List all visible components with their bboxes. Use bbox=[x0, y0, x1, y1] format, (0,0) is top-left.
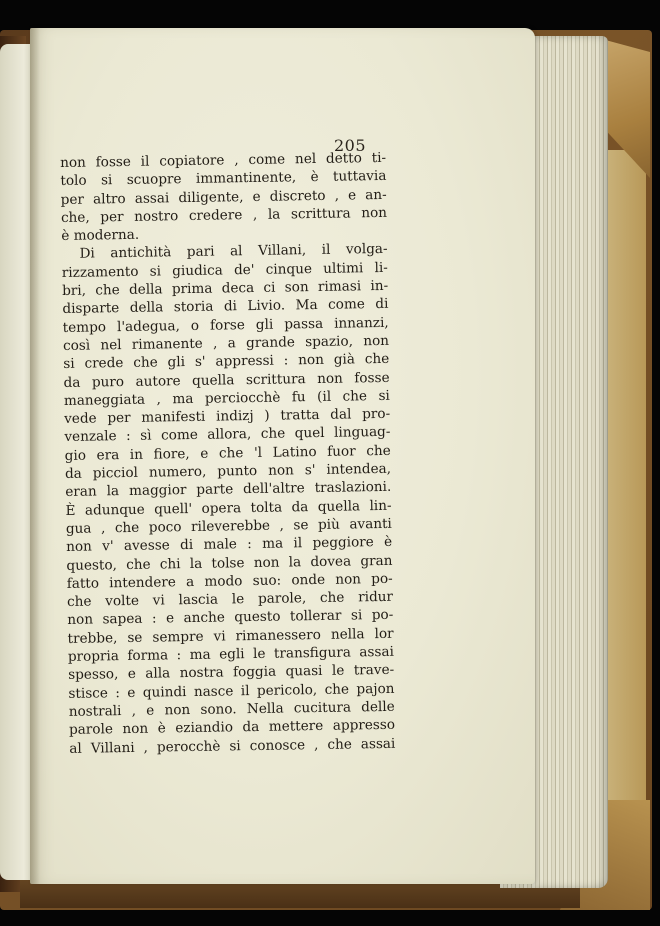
text-line: bri, che della prima deca ci son rimasi in- bbox=[62, 277, 389, 300]
text-line: venzale : sì come allora, che quel linguag- bbox=[64, 424, 391, 446]
text-line: trebbe, se sempre vi rimanessero nella lor bbox=[67, 625, 394, 647]
facing-page-sliver bbox=[0, 44, 34, 880]
text-line: tempo l'adegua, o forse gli passa innanzi, bbox=[62, 314, 389, 336]
text-line: fatto intendere a modo suo: onde non po- bbox=[66, 570, 393, 592]
text-line: che, per nostro credere , la scrittura non bbox=[60, 204, 388, 226]
text-line: non sapea : e anche questo tollerar si po- bbox=[67, 607, 394, 629]
gutter-shadow bbox=[30, 28, 40, 884]
text-line: nostrali , e non sono. Nella cucitura delle bbox=[68, 698, 395, 720]
text-line: parole non è eziandio da mettere appresso bbox=[68, 717, 396, 739]
text-line: non v' avesse di male : ma il peggiore è bbox=[66, 534, 393, 556]
text-line: Di antichità pari al Villani, il volga- bbox=[79, 241, 388, 263]
text-line: gua , che poco rileverebbe , se più avanti bbox=[65, 515, 392, 537]
text-line: non fosse il copiatore , come nel detto ti- bbox=[60, 149, 387, 171]
text-line: da picciol numero, punto non s' intendea, bbox=[64, 460, 392, 483]
text-line: È adunque quell' opera tolta da quella lin- bbox=[65, 497, 392, 519]
text-line: vede per manifesti indizj ) tratta dal pro- bbox=[64, 406, 391, 428]
text-line: questo, che chi la tolse non la dovea gran bbox=[66, 552, 393, 574]
body-text bbox=[60, 149, 395, 758]
text-line: spesso, e alla nostra foggia quasi le trave- bbox=[68, 662, 395, 684]
text-line: tolo si scuopre immantinente, è tuttavia bbox=[60, 168, 387, 190]
text-line: maneggiata , ma perciocchè fu (il che si bbox=[63, 387, 390, 409]
text-line: propria forma : ma egli le transfigura assai bbox=[67, 643, 394, 665]
text-line: da puro autore quella scrittura non fosse bbox=[63, 369, 390, 391]
page-number: 205 bbox=[334, 136, 367, 155]
text-line: gio era in fiore, e che 'l Latino fuor che bbox=[64, 442, 391, 464]
text-line: per altro assai diligente, e discreto , e an- bbox=[60, 186, 387, 208]
text-line: così nel rimanente , a grande spazio, non bbox=[62, 332, 390, 354]
text-line: si crede che gli s' appressi : non già che bbox=[63, 351, 390, 373]
text-line: stisce : e quindi nasce il pericolo, che pajon bbox=[68, 680, 395, 702]
text-line: che volte vi lascia le parole, che ridur bbox=[66, 588, 394, 611]
text-line: è moderna. bbox=[61, 226, 140, 245]
text-line: eran la maggior parte dell'altre traslazioni. bbox=[65, 479, 392, 501]
text-line: rizzamento si giudica de' cinque ultimi li- bbox=[61, 259, 388, 281]
text-line: disparte della storia di Livio. Ma come di bbox=[62, 296, 389, 318]
cover-paper-strip bbox=[606, 150, 646, 830]
text-line: al Villani , perocchè si conosce , che assai bbox=[69, 735, 396, 757]
